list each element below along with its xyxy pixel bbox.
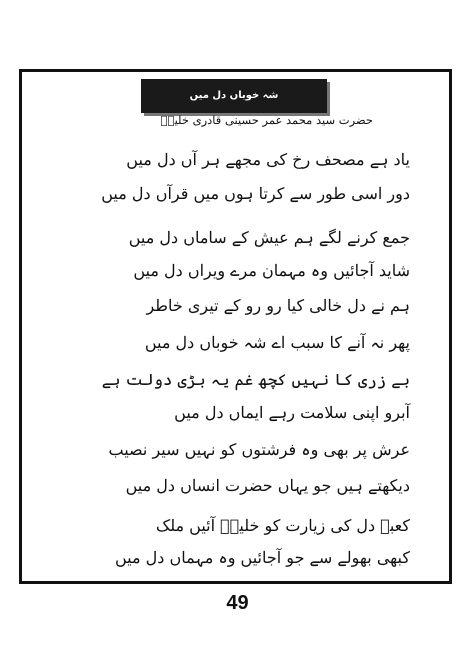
verse-line: کعبہ دل کی زیارت کو خلیقؔ آئیں ملک [155,516,410,535]
verse-line: بے زری کا نہیں کچھ غم یہ بڑی دولت ہے [101,370,410,389]
page-border [19,69,452,584]
verse-line: ہم نے دل خالی کیا رو رو کے تیری خاطر [146,296,410,315]
verse-line: یاد ہے مصحف رخ کی مجھے ہر آں دل میں [126,150,410,169]
verse-line: عرش پر بھی وہ فرشتوں کو نہیں سیر نصیب [108,440,410,459]
verse-line: دیکھتے ہیں جو یہاں حضرت انساں دل میں [125,476,410,495]
verse-line: کبھی بھولے سے جو آجائیں وہ مہماں دل میں [114,548,410,567]
verse-line: شاید آجائیں وہ مہمان مرے ویراں دل میں [133,261,410,280]
poem-title: شہ خوباں دل میں [141,79,327,113]
verse-line: دور اسی طور سے کرتا ہوں میں قرآں دل میں [101,184,410,203]
page-number: 49 [226,592,249,614]
verse-line: جمع کرنے لگے ہم عیش کے ساماں دل میں [128,228,410,247]
poet-name: حضرت سید محمد عمر حسینی قادری خلیقؔ [160,113,373,127]
verse-line: آبرو اپنی سلامت رہے ایماں دل میں [174,403,410,422]
verse-line: پھر نہ آنے کا سبب اے شہ خوباں دل میں [144,333,410,352]
